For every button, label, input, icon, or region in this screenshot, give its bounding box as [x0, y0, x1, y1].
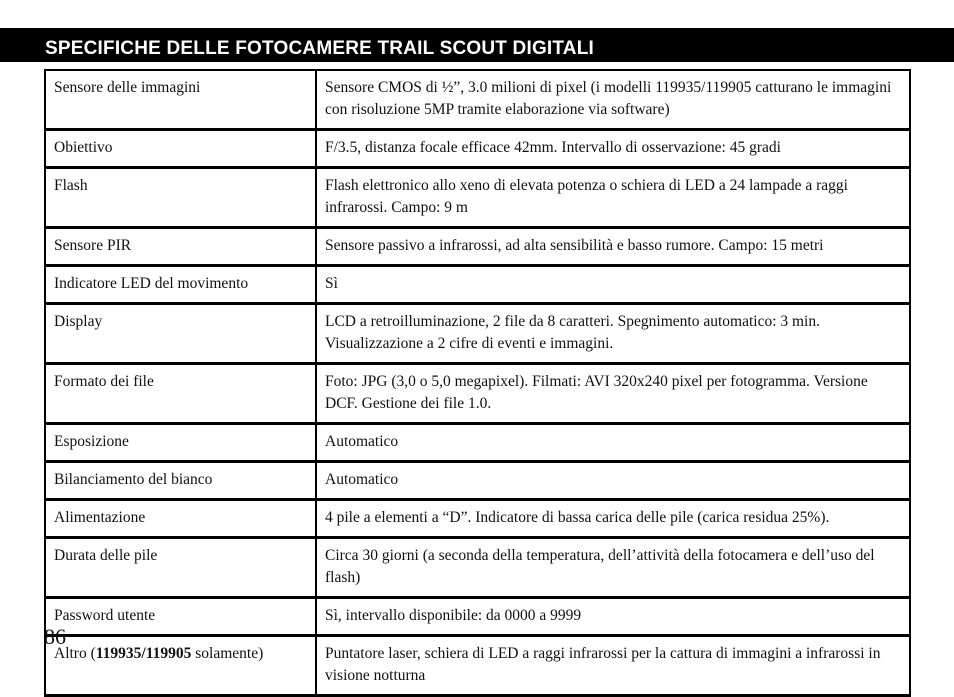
- label-suffix: solamente): [191, 645, 264, 662]
- spec-value: F/3.5, distanza focale efficace 42mm. Intervallo di osservazione: 45 gradi: [316, 130, 910, 168]
- spec-value: 4 pile a elementi a “D”. Indicatore di bassa carica delle pile (carica residua 25%).: [316, 500, 910, 538]
- table-row: [45, 168, 910, 228]
- table-row: [45, 228, 910, 266]
- model-numbers: 119935/119905: [95, 645, 192, 662]
- spec-label: Flash: [45, 168, 316, 228]
- spec-table: [44, 69, 911, 697]
- table-row: [45, 266, 910, 304]
- table-row: [45, 462, 910, 500]
- spec-label: Esposizione: [45, 424, 316, 462]
- spec-label: Durata delle pile: [45, 538, 316, 598]
- spec-label: Obiettivo: [45, 130, 316, 168]
- spec-label: Display: [45, 304, 316, 364]
- spec-value: Flash elettronico allo xeno di elevata potenza o schiera di LED a 24 lampade a raggi infrarossi. Campo: 9 m: [316, 168, 910, 228]
- table-row: [45, 538, 910, 598]
- spec-label: Sensore delle immagini: [45, 70, 316, 130]
- spec-value: Puntatore laser, schiera di LED a raggi infrarossi per la cattura di immagini a infrarossi in visione notturna: [316, 636, 910, 696]
- spec-label: Indicatore LED del movimento: [45, 266, 316, 304]
- spec-value: LCD a retroilluminazione, 2 file da 8 caratteri. Spegnimento automatico: 3 min. Visualizzazione a 2 cifre di eventi e immagini.: [316, 304, 910, 364]
- spec-value: Sì: [316, 266, 910, 304]
- spec-value: Sensore CMOS di ½”, 3.0 milioni di pixel (i modelli 119935/119905 catturano le immagini con risoluzione 5MP tramite elaborazione via software): [316, 70, 910, 130]
- table-row: [45, 130, 910, 168]
- table-row: [45, 636, 910, 696]
- spec-label: Formato dei file: [45, 364, 316, 424]
- table-row: [45, 70, 910, 130]
- table-row: [45, 304, 910, 364]
- table-row: [45, 424, 910, 462]
- label-prefix: Altro (: [54, 645, 96, 662]
- table-row: [45, 500, 910, 538]
- spec-value: Foto: JPG (3,0 o 5,0 megapixel). Filmati: AVI 320x240 pixel per fotogramma. Versione DCF. Gestione dei file 1.0.: [316, 364, 910, 424]
- spec-value: Sì, intervallo disponibile: da 0000 a 9999: [316, 598, 910, 636]
- spec-label: Alimentazione: [45, 500, 316, 538]
- spec-value: Automatico: [316, 462, 910, 500]
- table-row: [45, 364, 910, 424]
- table-row: [45, 598, 910, 636]
- spec-value: Automatico: [316, 424, 910, 462]
- spec-value: Circa 30 giorni (a seconda della temperatura, dell’attività della fotocamera e dell’uso del flash): [316, 538, 910, 598]
- spec-label: Bilanciamento del bianco: [45, 462, 316, 500]
- spec-label: Sensore PIR: [45, 228, 316, 266]
- section-title: SPECIFICHE DELLE FOTOCAMERE TRAIL SCOUT DIGITALI: [0, 28, 954, 62]
- spec-value: Sensore passivo a infrarossi, ad alta sensibilità e basso rumore. Campo: 15 metri: [316, 228, 910, 266]
- spec-label: Password utente: [45, 598, 316, 636]
- page-number: 86: [44, 624, 66, 649]
- spec-label: [45, 636, 316, 696]
